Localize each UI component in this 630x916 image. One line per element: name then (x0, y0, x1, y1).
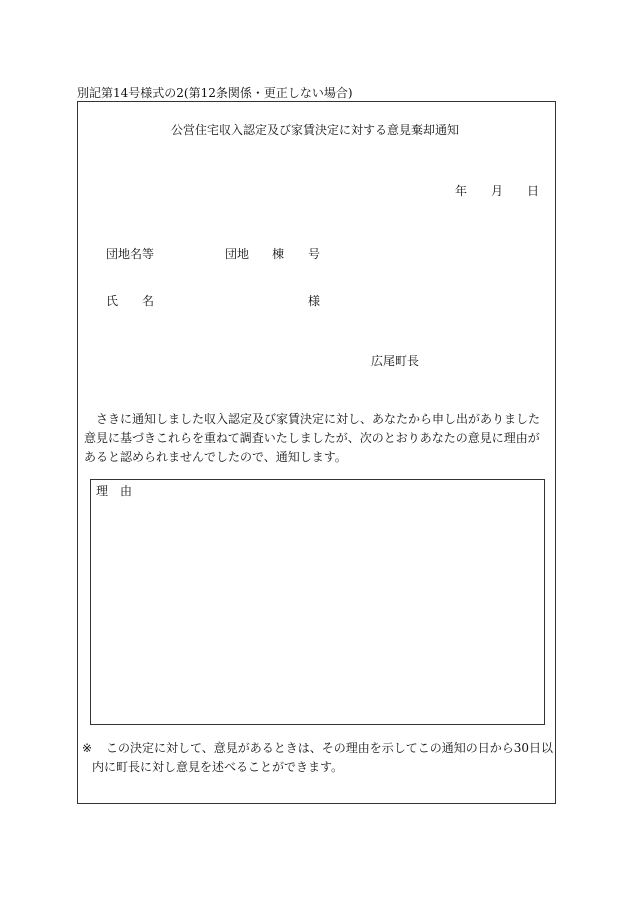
date-year: 年 (455, 184, 468, 198)
appeal-note (82, 739, 556, 777)
notice-body: さきに通知しました収入認定及び家賃決定に対し、あなたから申し出がありました意見に基づきこれらを重ねて調査いたしましたが、次のとおりあなたの意見に理由があると認められませんでしたので、通知します。 (84, 412, 541, 464)
date-line (455, 182, 539, 199)
form-number-label: 別記第14号様式の2(第12条関係・更正しない場合) (77, 86, 353, 100)
date-month: 月 (491, 184, 504, 198)
document-title: 公営住宅収入認定及び家賃決定に対する意見棄却通知 (170, 123, 459, 137)
reason-label: 理 由 (96, 484, 133, 498)
issuer-name: 広尾町長 (371, 354, 420, 368)
note-mark: ※ (82, 741, 93, 755)
note-line2: 内に町長に対し意見を述べることができます。 (92, 760, 344, 774)
gou-label: 号 (308, 247, 321, 261)
address-label: 団地名等 (106, 247, 155, 261)
tou-label: 棟 (272, 247, 285, 261)
reason-box (90, 479, 545, 725)
honorific-sama: 様 (308, 294, 321, 308)
note-line1: この決定に対して、意見があるときは、その理由を示してこの通知の日から30日以 (106, 741, 554, 755)
danchi-label: 団地 (225, 247, 250, 261)
name-label: 氏 名 (106, 294, 155, 308)
date-day: 日 (527, 184, 540, 198)
